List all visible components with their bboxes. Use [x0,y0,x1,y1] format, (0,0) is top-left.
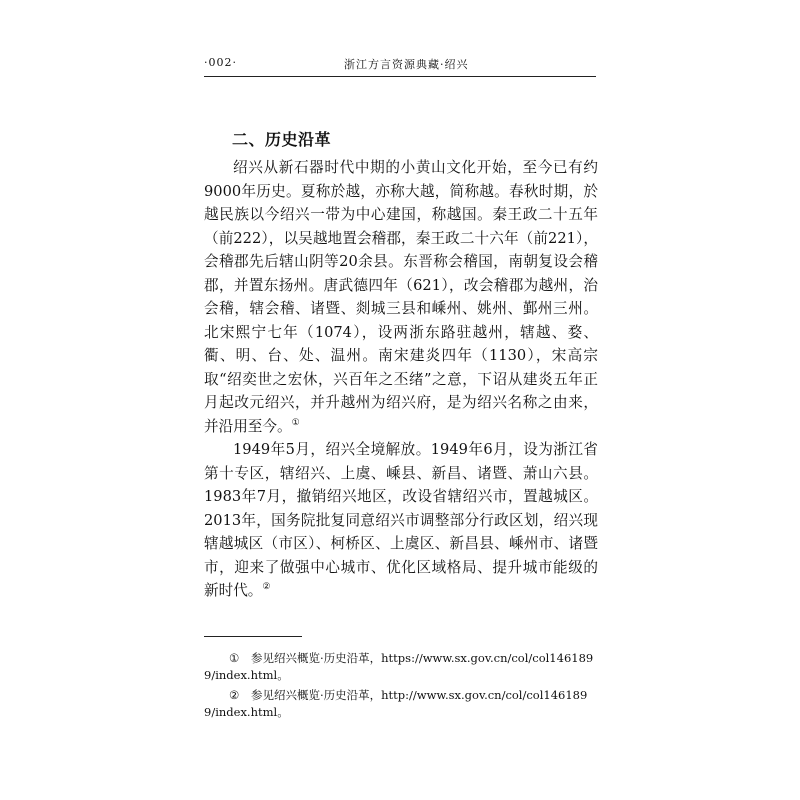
section-heading: 二、历史沿革 [232,130,332,149]
footnote-marker: ① [229,651,240,665]
header-rule [204,76,596,77]
running-title: 浙江方言资源典藏·绍兴 [344,58,469,71]
footnote-rule [204,636,302,637]
page-header [204,56,596,74]
footnote-marker: ② [229,688,240,702]
paragraph-history [204,156,598,438]
paragraph-text: 绍兴从新石器时代中期的小黄山文化开始，至今已有约9000年历史。夏称於越，亦称大越，简称越。春秋时期，於越民族以今绍兴一带为中心建国，称越国。秦王政二十五年（前222），以吴越地置会稽郡，秦王政二十六年（前221），会稽郡先后辖山阴等20余县。东晋称会稽国，南朝复设会稽郡，并置东扬州。唐武德四年（621），改会稽郡为越州，治会稽，辖会稽、诸暨、剡城三县和嵊州、姚州、鄞州三州。北宋熙宁七年（1074），设两浙东路驻越州，辖越、婺、衢、明、台、处、温州。南宋建炎四年（1130），宋高宗取“绍奕世之宏休，兴百年之丕绪”之意，下诏从建炎五年正月起改元绍兴，并升越州为绍兴府，是为绍兴名称之由来，并沿用至今。 [204,159,598,435]
page-number: ·002· [204,56,237,69]
paragraph-text: 1949年5月，绍兴全境解放。1949年6月，设为浙江省第十专区，辖绍兴、上虞、嵊县、新昌、诸暨、萧山六县。1983年7月，撤销绍兴地区，改设省辖绍兴市，置越城区。2013年，国务院批复同意绍兴市调整部分行政区划，绍兴现辖越城区（市区）、柯桥区、上虞区、新昌县、嵊州市、诸暨市，迎来了做强中心城市、优化区域格局、提升城市能级的新时代。 [204,441,598,599]
footnote-text: 参见绍兴概览·历史沿革，http://www.sx.gov.cn/col/col1461899/index.html。 [204,688,588,719]
footnote-ref[interactable]: ① [291,417,300,428]
footnote-text: 参见绍兴概览·历史沿革，https://www.sx.gov.cn/col/col1461899/index.html。 [204,651,594,682]
footnote-item [204,687,598,721]
footnote-item [204,650,598,684]
paragraph-modern [204,438,598,603]
footnotes [204,650,598,724]
footnote-ref[interactable]: ② [262,582,271,593]
body-text [204,156,598,603]
